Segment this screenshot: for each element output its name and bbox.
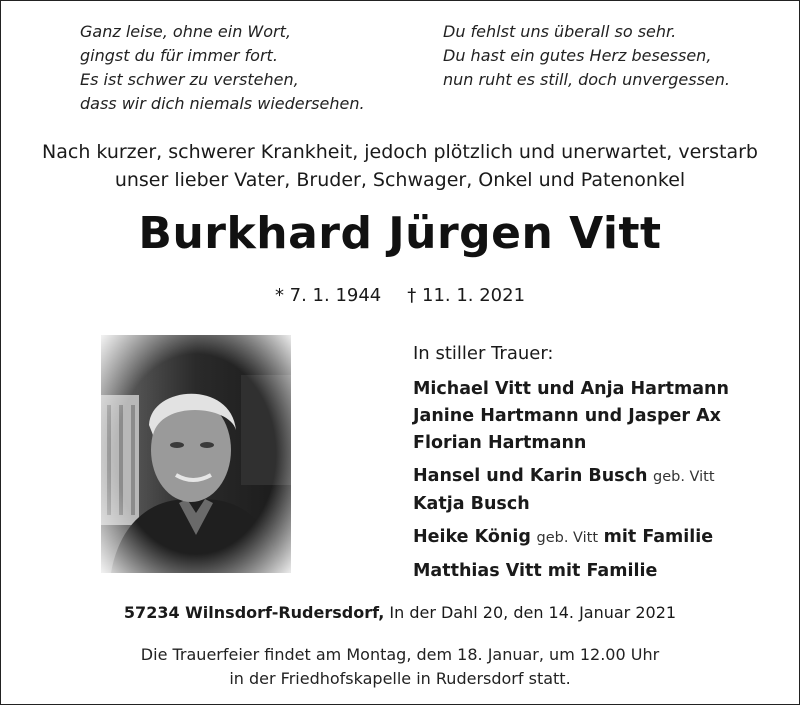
mourner-group xyxy=(413,524,793,552)
intro-line: Nach kurzer, schwerer Krankheit, jedoch plötzlich und unerwartet, verstarb xyxy=(42,141,758,163)
mourner-group xyxy=(413,463,793,518)
mourner-group xyxy=(413,558,793,585)
mourner-name: Florian Hartmann xyxy=(413,433,587,453)
funeral-line: in der Friedhofskapelle in Rudersdorf statt. xyxy=(229,669,571,688)
address-city: 57234 Wilnsdorf-Rudersdorf, xyxy=(123,603,385,622)
poem-left xyxy=(80,20,365,116)
intro-text xyxy=(0,138,800,194)
funeral-notice xyxy=(0,643,800,691)
birth-date: * 7. 1. 1944 xyxy=(274,285,382,306)
mourner-name: Katja Busch xyxy=(413,494,530,514)
life-dates xyxy=(0,285,800,306)
poem-line: Ganz leise, ohne ein Wort, xyxy=(80,22,291,41)
funeral-line: Die Trauerfeier findet am Montag, dem 18. Januar, um 12.00 Uhr xyxy=(140,645,660,664)
with-family-note: mit Familie xyxy=(603,527,714,547)
portrait-photo xyxy=(101,335,291,573)
mourner-name: Matthias Vitt mit Familie xyxy=(413,561,658,581)
mourner-group xyxy=(413,376,793,457)
mourners-list xyxy=(413,342,793,591)
mourner-name: Michael Vitt und Anja Hartmann xyxy=(413,379,729,399)
poem-line: nun ruht es still, doch unvergessen. xyxy=(443,70,730,89)
deceased-name: Burkhard Jürgen Vitt xyxy=(138,208,662,259)
poem-line: gingst du für immer fort. xyxy=(80,46,278,65)
death-date: † 11. 1. 2021 xyxy=(407,285,526,306)
mourner-name: Hansel und Karin Busch xyxy=(413,466,648,486)
address-line xyxy=(0,603,800,622)
poem-line: dass wir dich niemals wiedersehen. xyxy=(80,94,365,113)
poem-right xyxy=(443,20,730,92)
maiden-name-note: geb. Vitt xyxy=(653,469,715,485)
address-rest: In der Dahl 20, den 14. Januar 2021 xyxy=(389,603,677,622)
mourner-name: Heike König xyxy=(413,527,531,547)
intro-line: unser lieber Vater, Bruder, Schwager, Onkel und Patenonkel xyxy=(114,169,686,191)
poem-line: Du hast ein gutes Herz besessen, xyxy=(443,46,712,65)
poem-line: Du fehlst uns überall so sehr. xyxy=(443,22,677,41)
maiden-name-note: geb. Vitt xyxy=(536,530,599,546)
mourner-name: Janine Hartmann und Jasper Ax xyxy=(413,406,721,426)
mourners-lead: In stiller Trauer: xyxy=(413,343,554,364)
poem-line: Es ist schwer zu verstehen, xyxy=(80,70,299,89)
